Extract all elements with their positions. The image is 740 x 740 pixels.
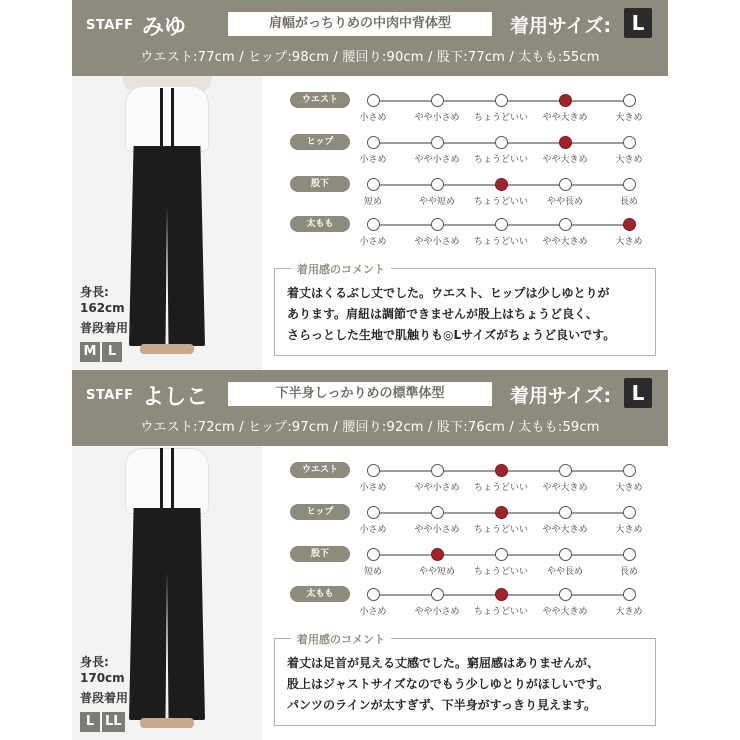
scale-label: ちょうどいい xyxy=(473,113,529,123)
scale-label: 小さめ xyxy=(359,483,387,493)
scale-label: やや長め xyxy=(546,197,584,207)
scale-label: ちょうどいい xyxy=(473,197,529,207)
fit-comment-box xyxy=(274,263,656,356)
rating-row xyxy=(290,92,660,128)
rating-row xyxy=(290,462,660,498)
rating-dot xyxy=(623,136,636,149)
usual-size-chip: L xyxy=(102,342,122,362)
scale-label: やや大きめ xyxy=(542,237,588,247)
comment-text xyxy=(287,283,647,346)
scale-label: 小さめ xyxy=(359,155,387,165)
model-shoes xyxy=(140,344,194,354)
rating-dot xyxy=(431,178,444,191)
comment-line: 股上はジャストサイズなのでもう少しゆとりがほしいです。 xyxy=(287,677,609,691)
rating-dot xyxy=(559,506,572,519)
rating-dot xyxy=(367,178,380,191)
rating-dot xyxy=(623,178,636,191)
scale-label: ちょうどいい xyxy=(473,567,529,577)
rating-dot-selected xyxy=(495,178,508,191)
rating-dot-selected xyxy=(495,588,508,601)
scale-label: ちょうどいい xyxy=(473,483,529,493)
rating-dot-selected xyxy=(495,506,508,519)
scale-label: 短め xyxy=(363,197,383,207)
scale-label: やや小さめ xyxy=(414,155,460,165)
staff-label: STAFF xyxy=(86,18,134,33)
body-type: 肩幅がっちりめの中肉中背体型 xyxy=(228,12,492,36)
scale-label: やや小さめ xyxy=(414,525,460,535)
rating-label: 股下 xyxy=(290,546,350,562)
scale-label: 大きめ xyxy=(615,525,643,535)
rating-dot xyxy=(495,548,508,561)
staff-name: よしこ xyxy=(142,385,209,410)
rating-dot xyxy=(495,94,508,107)
comment-line: 着丈はくるぶし丈でした。ウエスト、ヒップは少しゆとりが xyxy=(287,286,610,300)
scale-label: やや大きめ xyxy=(542,607,588,617)
rating-dot-selected xyxy=(559,136,572,149)
comment-line: さらっとした生地で肌触りも◎Lサイズがちょうど良いです。 xyxy=(287,328,616,342)
height-label: 身長: xyxy=(80,285,109,299)
comment-title: 着用感のコメント xyxy=(291,261,391,277)
model-wide-pants xyxy=(129,146,205,346)
scale-label: やや大きめ xyxy=(542,483,588,493)
rating-dot xyxy=(367,506,380,519)
rating-dot xyxy=(367,136,380,149)
scale-label: やや小さめ xyxy=(414,607,460,617)
usual-size-label: 普段着用: xyxy=(80,321,133,335)
rating-dot xyxy=(367,94,380,107)
rating-dot xyxy=(623,464,636,477)
scale-label: 大きめ xyxy=(615,237,643,247)
comment-line: 着丈は足首が見える丈感でした。窮屈感はありませんが、 xyxy=(287,656,600,670)
scale-label: 大きめ xyxy=(615,155,643,165)
rating-label: ヒップ xyxy=(290,504,350,520)
suspender-strap-right xyxy=(171,448,174,512)
rating-dot-selected xyxy=(495,464,508,477)
height-info xyxy=(80,654,133,706)
usual-size-label: 普段着用: xyxy=(80,691,133,705)
scale-label: やや大きめ xyxy=(542,113,588,123)
worn-size-label: 着用サイズ: xyxy=(510,15,612,37)
usual-size-chip: LL xyxy=(102,712,125,732)
rating-label: ウエスト xyxy=(290,462,350,478)
scale-label: やや長め xyxy=(546,567,584,577)
scale-label: やや短め xyxy=(418,197,456,207)
rating-dot xyxy=(431,136,444,149)
scale-label: 小さめ xyxy=(359,113,387,123)
usual-size-chips xyxy=(80,342,122,362)
rating-dot xyxy=(431,588,444,601)
rating-dot xyxy=(559,588,572,601)
body-type: 下半身しっかりめの標準体型 xyxy=(228,382,492,406)
height-value: 162cm xyxy=(80,301,125,315)
rating-dot xyxy=(623,588,636,601)
rating-dot-selected xyxy=(431,548,444,561)
rating-row xyxy=(290,504,660,540)
model-tshirt xyxy=(125,448,209,514)
comment-line: パンツのラインが太すぎず、下半身がすっきり見えます。 xyxy=(287,698,597,712)
rating-dot xyxy=(367,218,380,231)
worn-size-badge: L xyxy=(624,8,652,38)
rating-dot xyxy=(623,94,636,107)
scale-label: やや小さめ xyxy=(414,483,460,493)
rating-label: ウエスト xyxy=(290,92,350,108)
scale-label: 長め xyxy=(619,567,639,577)
scale-label: ちょうどいい xyxy=(473,607,529,617)
scale-label: 大きめ xyxy=(615,607,643,617)
rating-dot xyxy=(367,548,380,561)
scale-label: ちょうどいい xyxy=(473,155,529,165)
suspender-strap-left xyxy=(160,88,163,152)
rating-row xyxy=(290,134,660,170)
scale-label: やや小さめ xyxy=(414,237,460,247)
scale-label: 大きめ xyxy=(615,113,643,123)
measurements: ウエスト:72cm / ヒップ:97cm / 腰回り:92cm / 股下:76cm / 太もも:59cm xyxy=(140,420,600,435)
rating-label: ヒップ xyxy=(290,134,350,150)
rating-dot xyxy=(431,506,444,519)
scale-label: 小さめ xyxy=(359,525,387,535)
staff-banner xyxy=(72,0,668,76)
rating-row xyxy=(290,586,660,622)
model-wide-pants xyxy=(129,508,205,720)
worn-size-badge: L xyxy=(624,378,652,408)
rating-dot xyxy=(623,506,636,519)
rating-row xyxy=(290,546,660,582)
rating-dot xyxy=(559,548,572,561)
scale-label: ちょうどいい xyxy=(473,237,529,247)
scale-label: 長め xyxy=(619,197,639,207)
model-tshirt xyxy=(125,86,209,152)
rating-dot-selected xyxy=(623,218,636,231)
staff-banner xyxy=(72,370,668,446)
scale-label: やや大きめ xyxy=(542,155,588,165)
rating-dot xyxy=(431,218,444,231)
staff-label: STAFF xyxy=(86,388,134,403)
rating-label: 太もも xyxy=(290,586,350,602)
rating-row xyxy=(290,216,660,252)
rating-label: 太もも xyxy=(290,216,350,232)
rating-dot xyxy=(495,218,508,231)
height-info xyxy=(80,284,133,336)
scale-label: 短め xyxy=(363,567,383,577)
scale-label: 大きめ xyxy=(615,483,643,493)
rating-dot xyxy=(367,588,380,601)
staff-name: みゆ xyxy=(142,15,187,40)
rating-dot-selected xyxy=(559,94,572,107)
usual-size-chip: L xyxy=(80,712,100,732)
scale-label: 小さめ xyxy=(359,237,387,247)
suspender-strap-left xyxy=(160,448,163,512)
comment-line: あります。肩紐は調節できませんが股上はちょうど良く、 xyxy=(287,307,598,321)
rating-dot xyxy=(431,94,444,107)
height-label: 身長: xyxy=(80,655,109,669)
scale-label: ちょうどいい xyxy=(473,525,529,535)
suspender-strap-right xyxy=(171,88,174,152)
rating-dot xyxy=(431,464,444,477)
rating-dot xyxy=(559,218,572,231)
comment-title: 着用感のコメント xyxy=(291,631,391,647)
fit-comment-box xyxy=(274,633,656,726)
rating-dot xyxy=(559,464,572,477)
scale-label: やや小さめ xyxy=(414,113,460,123)
comment-text xyxy=(287,653,647,716)
rating-row xyxy=(290,176,660,212)
scale-label: 小さめ xyxy=(359,607,387,617)
rating-dot xyxy=(495,136,508,149)
height-value: 170cm xyxy=(80,671,125,685)
rating-dot xyxy=(367,464,380,477)
worn-size-label: 着用サイズ: xyxy=(510,385,612,407)
measurements: ウエスト:77cm / ヒップ:98cm / 腰回り:90cm / 股下:77cm / 太もも:55cm xyxy=(140,50,600,65)
rating-label: 股下 xyxy=(290,176,350,192)
model-shoes xyxy=(140,718,194,728)
scale-label: やや大きめ xyxy=(542,525,588,535)
usual-size-chip: M xyxy=(80,342,100,362)
staff-section-2 xyxy=(0,370,740,740)
rating-dot xyxy=(623,548,636,561)
scale-label: やや短め xyxy=(418,567,456,577)
usual-size-chips xyxy=(80,712,125,732)
rating-dot xyxy=(559,178,572,191)
